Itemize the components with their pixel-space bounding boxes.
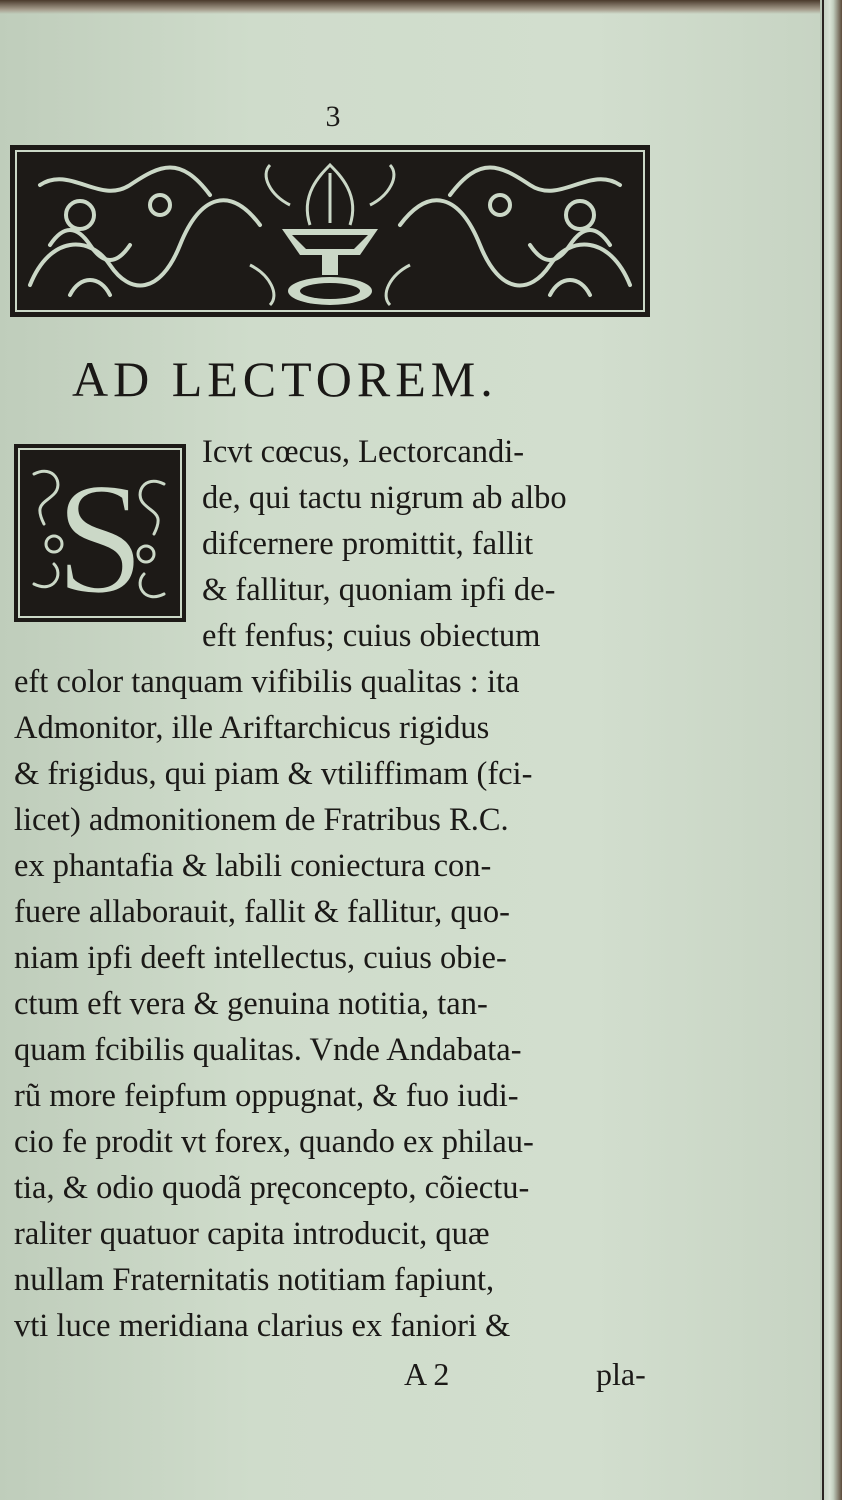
text-line: & fallitur, quoniam ipfi de- [202,572,556,608]
page-heading: AD LECTOREM. [72,351,498,407]
text-line: licet) admonitionem de Fratribus R.C. [14,802,509,838]
svg-text:S: S [55,449,145,622]
signature-mark: A 2 [404,1356,450,1392]
catchword: pla- [596,1356,646,1392]
text-line: rũ more feipfum oppugnat, & fuo iudi- [14,1078,519,1114]
text-line: eft color tanquam vifibilis qualitas : ita [14,664,520,700]
text-line: de, qui tactu nigrum ab albo [202,480,567,516]
text-line: ex phantafia & labili coniectura con- [14,848,492,884]
decorated-drop-cap-initial [14,444,186,622]
text-line: tia, & odio quodã pręconcepto, cõiectu- [14,1170,530,1206]
page-gutter-line [822,0,824,1500]
page-top-edge [0,0,842,14]
text-line: quam fcibilis qualitas. Vnde Andabata- [14,1032,522,1068]
text-line: fuere allaborauit, fallit & fallitur, quo- [14,894,510,930]
text-line: vti luce meridiana clarius ex faniori & [14,1308,511,1344]
text-line: difcernere promittit, fallit [202,526,534,562]
text-line: eft fenfus; cuius obiectum [202,618,541,654]
woodcut-headpiece-ornament [10,145,650,317]
text-line: cio fe prodit vt forex, quando ex philau- [14,1124,534,1160]
text-line: niam ipfi deeft intellectus, cuius obie- [14,940,507,976]
page-number: 3 [325,100,341,133]
text-line: Icvt cœcus, Lectorcandi- [202,434,525,470]
text-line: raliter quatuor capita introducit, quæ [14,1216,490,1252]
text-line: & frigidus, qui piam & vtiliffimam (fci- [14,756,533,792]
text-line: Admonitor, ille Ariftarchicus rigidus [14,710,490,746]
text-line: nullam Fraternitatis notitiam fapiunt, [14,1262,495,1298]
text-line: ctum eft vera & genuina notitia, tan- [14,986,488,1022]
